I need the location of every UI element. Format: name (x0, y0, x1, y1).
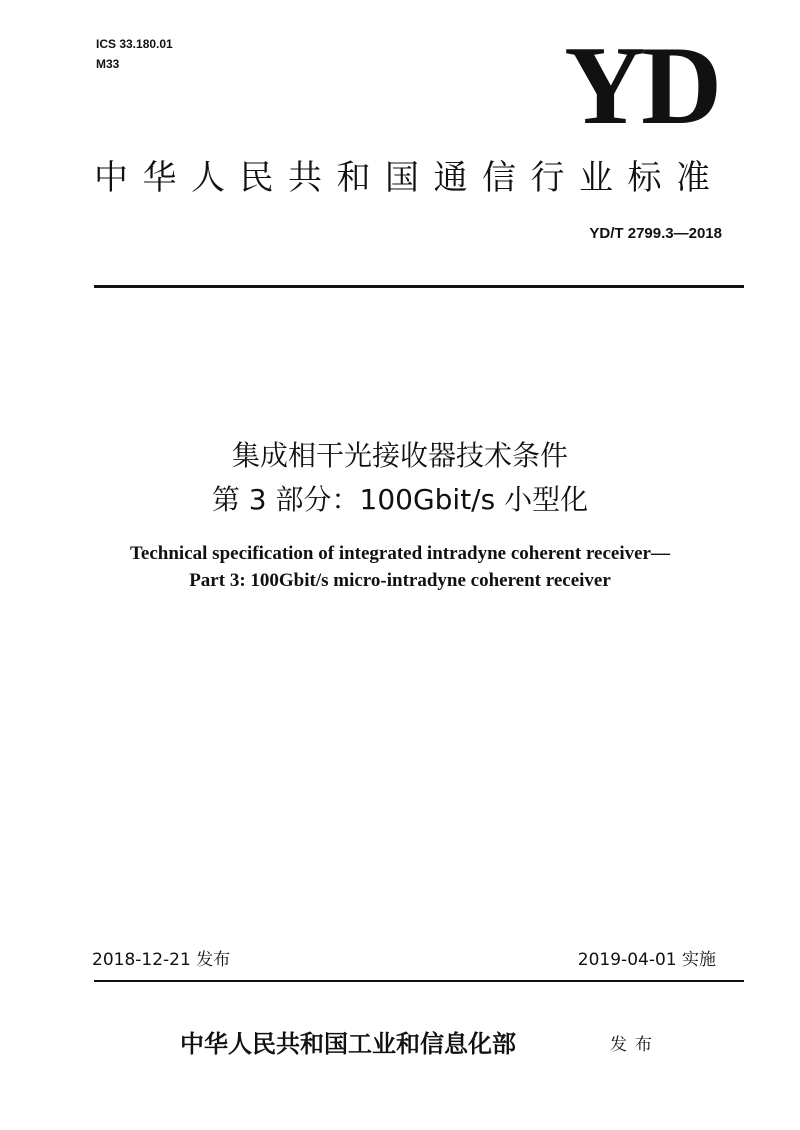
publish-label: 发布 (610, 1035, 660, 1055)
publisher-name: 中华人民共和国工业和信息化部 (180, 1029, 516, 1058)
implementation-date: 2019-04-01 实施 (577, 950, 716, 970)
chinese-title-line-1: 集成相干光接收器技术条件 (231, 439, 568, 472)
english-title-line-1: Technical specification of integrated intradyne coherent receiver— (130, 543, 670, 564)
english-title-line-2: Part 3: 100Gbit/s micro-intradyne coherent receiver (189, 570, 611, 591)
classification-codes (96, 34, 173, 74)
chinese-title-line-2: 第 3 部分：100Gbit/s 小型化 (211, 483, 589, 516)
top-divider (94, 285, 744, 288)
english-title (0, 540, 800, 594)
ics-code: ICS 33.180.01 (96, 37, 173, 51)
classification-code: M33 (96, 57, 120, 71)
standard-category-title: 中华人民共和国通信行业标准 (94, 158, 725, 198)
issue-date: 2018-12-21 发布 (92, 950, 231, 970)
bottom-divider (94, 980, 744, 982)
yd-logo: YD (564, 24, 718, 148)
chinese-title (0, 434, 800, 522)
standard-number: YD/T 2799.3—2018 (589, 225, 722, 242)
